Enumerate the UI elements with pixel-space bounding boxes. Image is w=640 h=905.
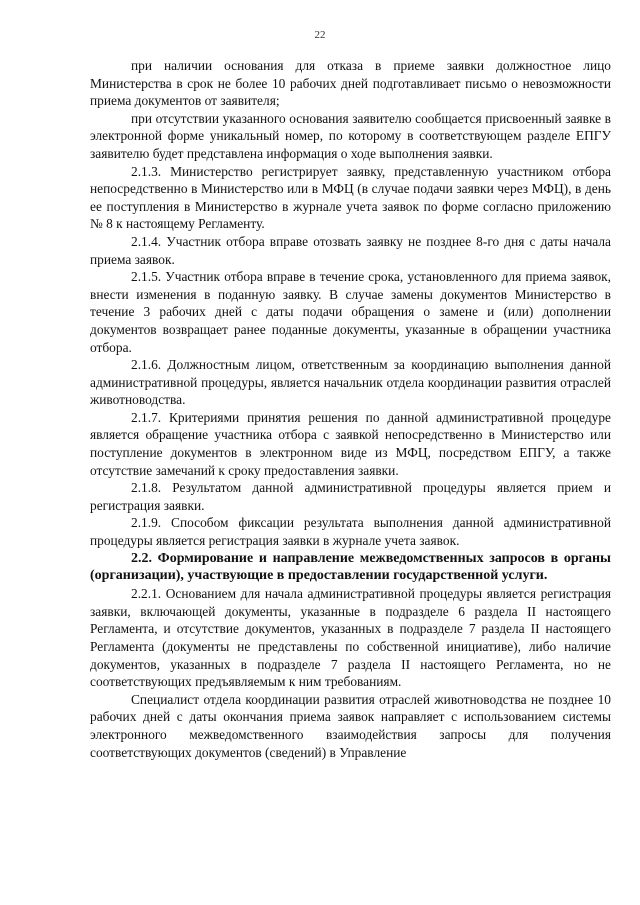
paragraph-2-1-3: 2.1.3. Министерство регистрирует заявку, представленную участником отбора непосредственно в Министерство или в МФЦ (в случае подачи заявки через МФЦ), в день ее поступления в Министерство в журнале учета заявок по форме согласно приложению № 8 к настоящему Регламенту. bbox=[90, 163, 611, 232]
paragraph: при отсутствии указанного основания заявителю сообщается присвоенный заявке в электронной форме уникальный номер, по которому в соответствующем разделе ЕПГУ заявителю будет представлена информация о ходе выполнения заявки. bbox=[90, 110, 611, 161]
paragraph: Специалист отдела координации развития отраслей животноводства не позднее 10 рабочих дней с даты окончания приема заявок направляет с использованием системы электронного межведомственного взаимодействия запросы для получения соответствующих документов (сведений) в Управление bbox=[90, 691, 611, 760]
paragraph-2-1-9: 2.1.9. Способом фиксации результата выполнения данной административной процедуры является регистрация заявки в журнале учета заявок. bbox=[90, 515, 611, 549]
paragraph-2-1-4: 2.1.4. Участник отбора вправе отозвать заявку не позднее 8-го дня с даты начала приема заявок. bbox=[90, 233, 611, 267]
paragraph-2-2-1: 2.2.1. Основанием для начала административной процедуры является регистрация заявки, включающей документы, указанные в подразделе 6 раздела II настоящего Регламента, и отсутствие документов, указанных в подразделе 7 раздела II настоящего Регламента (документы не представлены по собственной инициативе), либо наличие документов, указанных в подразделе 7 раздела II настоящего Регламента, но не соответствующих предъявляемым к ним требованиям. bbox=[90, 586, 611, 690]
section-heading-2-2: 2.2. Формирование и направление межведомственных запросов в органы (организации), участвующие в предоставлении государственной услуги. bbox=[90, 550, 611, 584]
paragraph-2-1-6: 2.1.6. Должностным лицом, ответственным за координацию выполнения данной административной процедуры, является начальник отдела координации развития отраслей животноводства. bbox=[90, 357, 611, 408]
paragraph-2-1-8: 2.1.8. Результатом данной административной процедуры является прием и регистрация заявки. bbox=[90, 480, 611, 513]
page-number: 22 bbox=[314, 29, 326, 41]
paragraph-2-1-5: 2.1.5. Участник отбора вправе в течение срока, установленного для приема заявок, внести изменения в поданную заявку. В случае замены документов Министерство в течение 3 рабочих дней с даты подачи обращения о замене и (или) дополнении документов возвращает ранее поданные документы, указанные в обращении участника отбора. bbox=[90, 269, 611, 355]
paragraph-2-1-7: 2.1.7. Критериями принятия решения по данной административной процедуре является обращение участника отбора с заявкой непосредственно в Министерство или поступление документов в электронном виде из МФЦ, посредством ЕПГУ, а также отсутствие замечаний к сроку предоставления заявки. bbox=[90, 409, 611, 478]
paragraph: при наличии основания для отказа в приеме заявки должностное лицо Министерства в срок не более 10 рабочих дней подготавливает письмо о невозможности приема документов от заявителя; bbox=[90, 58, 611, 109]
document-body bbox=[90, 57, 611, 761]
